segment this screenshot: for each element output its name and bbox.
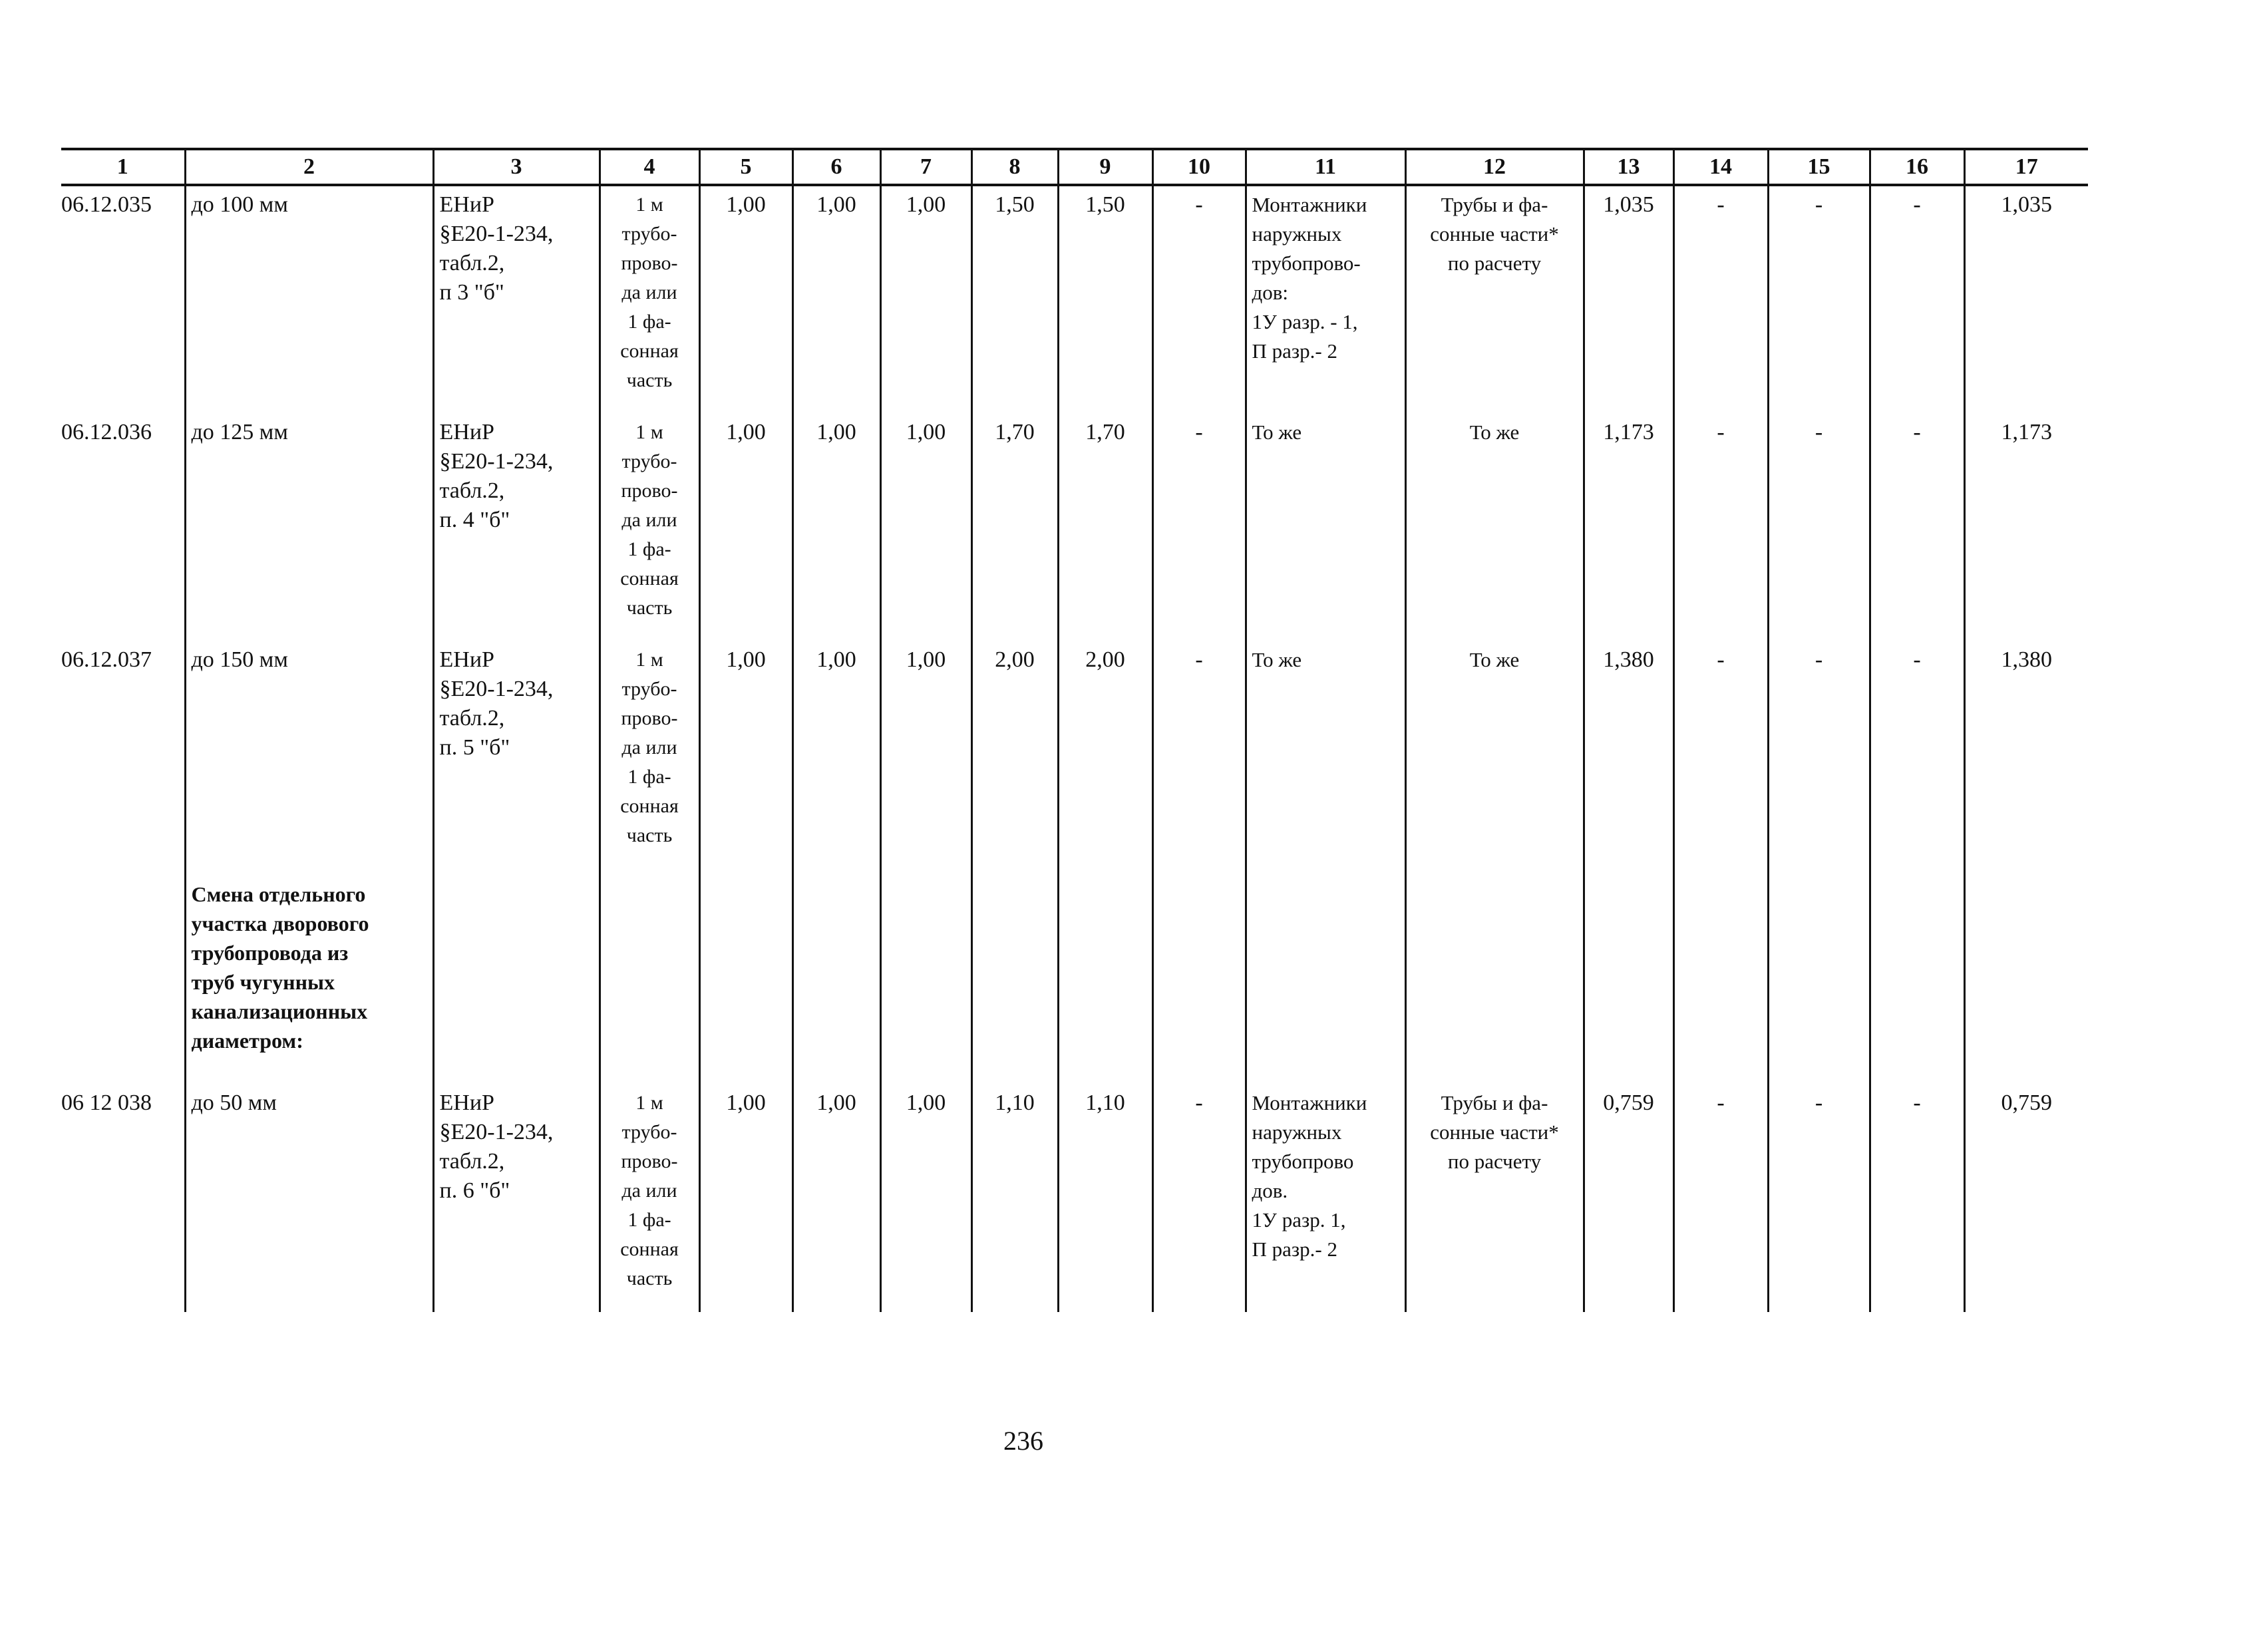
column-number: 6	[792, 149, 880, 185]
empty-cell	[1768, 869, 1870, 1084]
norm-cell-line: п 3 "б"	[439, 280, 504, 305]
materials-cell-line: Трубы и фа-	[1441, 1091, 1548, 1114]
empty-cell	[699, 869, 792, 1084]
materials-cell	[1405, 1084, 1584, 1312]
code-cell: 06.12.037	[61, 647, 152, 672]
materials-cell-line: по расчету	[1447, 1150, 1542, 1173]
column-number: 15	[1768, 149, 1870, 185]
materials-cell-line: То же	[1469, 420, 1520, 444]
page-number: 236	[1003, 1426, 1043, 1456]
norm-cell-line: §Е20-1-234,	[439, 1120, 554, 1144]
table-row	[61, 414, 2088, 641]
value-cell-c17: 0,759	[1964, 1084, 2088, 1312]
table-row	[61, 641, 2088, 869]
norm-cell-line: ЕНиР	[439, 420, 494, 444]
norm-cell-line: п. 6 "б"	[439, 1178, 510, 1203]
norm-cell	[433, 414, 600, 641]
name-cell: до 100 мм	[185, 185, 433, 414]
unit-cell-line: трубо-	[621, 678, 677, 700]
value-cell-c17: 1,380	[1964, 641, 2088, 869]
value-cell-c16: -	[1870, 641, 1964, 869]
value-cell-c16: -	[1870, 1084, 1964, 1312]
norm-cell	[433, 641, 600, 869]
code-cell: 06 12 038	[61, 1090, 152, 1115]
empty-cell	[1673, 869, 1768, 1084]
norm-cell-line: ЕНиР	[439, 192, 494, 217]
value-cell-c15: -	[1768, 414, 1870, 641]
value-cell-c9: 1,50	[1058, 185, 1152, 414]
column-number: 12	[1405, 149, 1584, 185]
column-number: 11	[1246, 149, 1405, 185]
name-cell: до 50 мм	[185, 1084, 433, 1312]
unit-cell	[600, 185, 699, 414]
workers-cell-line: наружных	[1252, 1120, 1342, 1144]
workers-cell	[1246, 1084, 1405, 1312]
unit-cell-line: сонная	[620, 795, 679, 817]
value-cell-c8: 2,00	[971, 641, 1058, 869]
value-cell-c14: -	[1673, 1084, 1768, 1312]
empty-cell	[1405, 869, 1584, 1084]
unit-cell-line: часть	[626, 369, 673, 391]
unit-cell-line: 1 фа-	[627, 766, 671, 788]
value-cell-c15: -	[1768, 185, 1870, 414]
name-cell: до 125 мм	[185, 414, 433, 641]
unit-cell	[600, 414, 699, 641]
column-number: 5	[699, 149, 792, 185]
unit-cell-line: прово-	[621, 707, 678, 729]
workers-cell-line: Монтажники	[1252, 1091, 1367, 1114]
unit-cell-line: да или	[621, 1180, 677, 1202]
value-cell-c14: -	[1673, 185, 1768, 414]
unit-cell-line: 1 м	[635, 421, 663, 443]
value-cell-c8: 1,10	[971, 1084, 1058, 1312]
column-number-row	[61, 149, 2088, 185]
workers-cell	[1246, 414, 1405, 641]
value-cell-c10: -	[1152, 414, 1246, 641]
workers-cell-line: трубопрово-	[1252, 251, 1361, 275]
norm-cell-line: §Е20-1-234,	[439, 449, 554, 474]
column-number: 4	[600, 149, 699, 185]
empty-cell	[880, 869, 971, 1084]
empty-cell	[1152, 869, 1246, 1084]
value-cell-c17: 1,035	[1964, 185, 2088, 414]
norm-cell-line: табл.2,	[439, 478, 505, 503]
workers-cell	[1246, 185, 1405, 414]
section-heading-row	[61, 869, 2088, 1084]
unit-cell-line: прово-	[621, 480, 678, 502]
section-heading-line: Смена отдельного	[191, 882, 366, 906]
unit-cell-line: прово-	[621, 1150, 678, 1172]
value-cell-c13: 1,380	[1584, 641, 1673, 869]
unit-cell-line: сонная	[620, 1238, 679, 1260]
unit-cell-line: часть	[626, 597, 673, 619]
value-cell-c10: -	[1152, 1084, 1246, 1312]
materials-cell	[1405, 641, 1584, 869]
section-heading-line: участка дворового	[191, 911, 369, 935]
value-cell-c8: 1,50	[971, 185, 1058, 414]
unit-cell-line: часть	[626, 824, 673, 846]
workers-cell-line: дов:	[1252, 281, 1289, 304]
column-number: 8	[971, 149, 1058, 185]
code-cell: 06.12.035	[61, 192, 152, 217]
norm-cell-line: табл.2,	[439, 251, 505, 275]
workers-cell-line: П разр.- 2	[1252, 1238, 1337, 1261]
workers-cell-line: дов.	[1252, 1179, 1288, 1202]
norm-cell	[433, 1084, 600, 1312]
column-number: 14	[1673, 149, 1768, 185]
unit-cell-line: прово-	[621, 252, 678, 274]
value-cell-c14: -	[1673, 414, 1768, 641]
value-cell-c14: -	[1673, 641, 1768, 869]
norm-cell-line: §Е20-1-234,	[439, 677, 554, 701]
column-number: 3	[433, 149, 600, 185]
code-cell: 06.12.036	[61, 420, 152, 444]
norm-cell-line: ЕНиР	[439, 647, 494, 672]
workers-cell-line: Монтажники	[1252, 193, 1367, 216]
workers-cell-line: трубопрово	[1252, 1150, 1354, 1173]
value-cell-c15: -	[1768, 1084, 1870, 1312]
value-cell-c9: 1,10	[1058, 1084, 1152, 1312]
unit-cell-line: 1 м	[635, 194, 663, 216]
section-heading-line: диаметром:	[191, 1029, 303, 1053]
materials-cell	[1405, 185, 1584, 414]
norm-cell-line: табл.2,	[439, 706, 505, 731]
norm-cell-line: табл.2,	[439, 1149, 505, 1174]
unit-cell-line: да или	[621, 281, 677, 303]
workers-cell-line: наружных	[1252, 222, 1342, 246]
norm-cell-line: §Е20-1-234,	[439, 222, 554, 246]
value-cell-c6: 1,00	[792, 1084, 880, 1312]
norm-cell-line: п. 5 "б"	[439, 735, 510, 760]
unit-cell-line: сонная	[620, 340, 679, 362]
workers-cell-line: 1У разр. - 1,	[1252, 310, 1358, 333]
norm-cell-line: п. 4 "б"	[439, 508, 510, 532]
value-cell-c15: -	[1768, 641, 1870, 869]
norms-table	[61, 148, 2088, 1312]
materials-cell-line: по расчету	[1447, 251, 1542, 275]
workers-cell-line: То же	[1252, 648, 1302, 671]
unit-cell-line: 1 м	[635, 649, 663, 671]
materials-cell-line: То же	[1469, 648, 1520, 671]
unit-cell-line: да или	[621, 509, 677, 531]
value-cell-c5: 1,00	[699, 641, 792, 869]
empty-cell	[1246, 869, 1405, 1084]
empty-cell	[1584, 869, 1673, 1084]
value-cell-c6: 1,00	[792, 414, 880, 641]
table-row	[61, 185, 2088, 414]
empty-cell	[433, 869, 600, 1084]
value-cell-c6: 1,00	[792, 641, 880, 869]
column-number: 9	[1058, 149, 1152, 185]
unit-cell	[600, 1084, 699, 1312]
materials-cell-line: сонные части*	[1430, 222, 1559, 246]
norm-cell	[433, 185, 600, 414]
unit-cell-line: трубо-	[621, 1121, 677, 1143]
unit-cell-line: 1 фа-	[627, 311, 671, 333]
workers-cell-line: То же	[1252, 420, 1302, 444]
code-cell	[61, 869, 185, 1084]
unit-cell-line: трубо-	[621, 223, 677, 245]
value-cell-c7: 1,00	[880, 414, 971, 641]
value-cell-c5: 1,00	[699, 185, 792, 414]
value-cell-c7: 1,00	[880, 1084, 971, 1312]
empty-cell	[600, 869, 699, 1084]
value-cell-c5: 1,00	[699, 1084, 792, 1312]
unit-cell-line: 1 фа-	[627, 1209, 671, 1231]
empty-cell	[1870, 869, 1964, 1084]
table-body	[61, 185, 2088, 1312]
value-cell-c13: 1,035	[1584, 185, 1673, 414]
value-cell-c13: 0,759	[1584, 1084, 1673, 1312]
column-number: 2	[185, 149, 433, 185]
workers-cell	[1246, 641, 1405, 869]
value-cell-c7: 1,00	[880, 641, 971, 869]
section-heading-line: канализационных	[191, 999, 368, 1023]
materials-cell	[1405, 414, 1584, 641]
materials-cell-line: Трубы и фа-	[1441, 193, 1548, 216]
unit-cell-line: да или	[621, 737, 677, 758]
table-row	[61, 1084, 2088, 1312]
empty-cell	[971, 869, 1058, 1084]
value-cell-c8: 1,70	[971, 414, 1058, 641]
value-cell-c6: 1,00	[792, 185, 880, 414]
workers-cell-line: 1У разр. 1,	[1252, 1208, 1346, 1232]
column-number: 7	[880, 149, 971, 185]
column-number: 13	[1584, 149, 1673, 185]
empty-cell	[792, 869, 880, 1084]
value-cell-c17: 1,173	[1964, 414, 2088, 641]
unit-cell	[600, 641, 699, 869]
unit-cell-line: 1 фа-	[627, 538, 671, 560]
value-cell-c13: 1,173	[1584, 414, 1673, 641]
column-number: 17	[1964, 149, 2088, 185]
section-heading	[185, 869, 433, 1084]
value-cell-c7: 1,00	[880, 185, 971, 414]
empty-cell	[1964, 869, 2088, 1084]
unit-cell-line: трубо-	[621, 450, 677, 472]
empty-cell	[1058, 869, 1152, 1084]
column-number: 1	[61, 149, 185, 185]
value-cell-c10: -	[1152, 185, 1246, 414]
value-cell-c9: 2,00	[1058, 641, 1152, 869]
workers-cell-line: П разр.- 2	[1252, 339, 1337, 363]
value-cell-c10: -	[1152, 641, 1246, 869]
norm-cell-line: ЕНиР	[439, 1090, 494, 1115]
column-number: 10	[1152, 149, 1246, 185]
value-cell-c16: -	[1870, 185, 1964, 414]
unit-cell-line: 1 м	[635, 1092, 663, 1114]
section-heading-line: трубопровода из	[191, 941, 349, 965]
value-cell-c9: 1,70	[1058, 414, 1152, 641]
column-number: 16	[1870, 149, 1964, 185]
unit-cell-line: часть	[626, 1267, 673, 1289]
section-heading-line: труб чугунных	[191, 970, 335, 994]
value-cell-c16: -	[1870, 414, 1964, 641]
name-cell: до 150 мм	[185, 641, 433, 869]
unit-cell-line: сонная	[620, 568, 679, 589]
value-cell-c5: 1,00	[699, 414, 792, 641]
materials-cell-line: сонные части*	[1430, 1120, 1559, 1144]
